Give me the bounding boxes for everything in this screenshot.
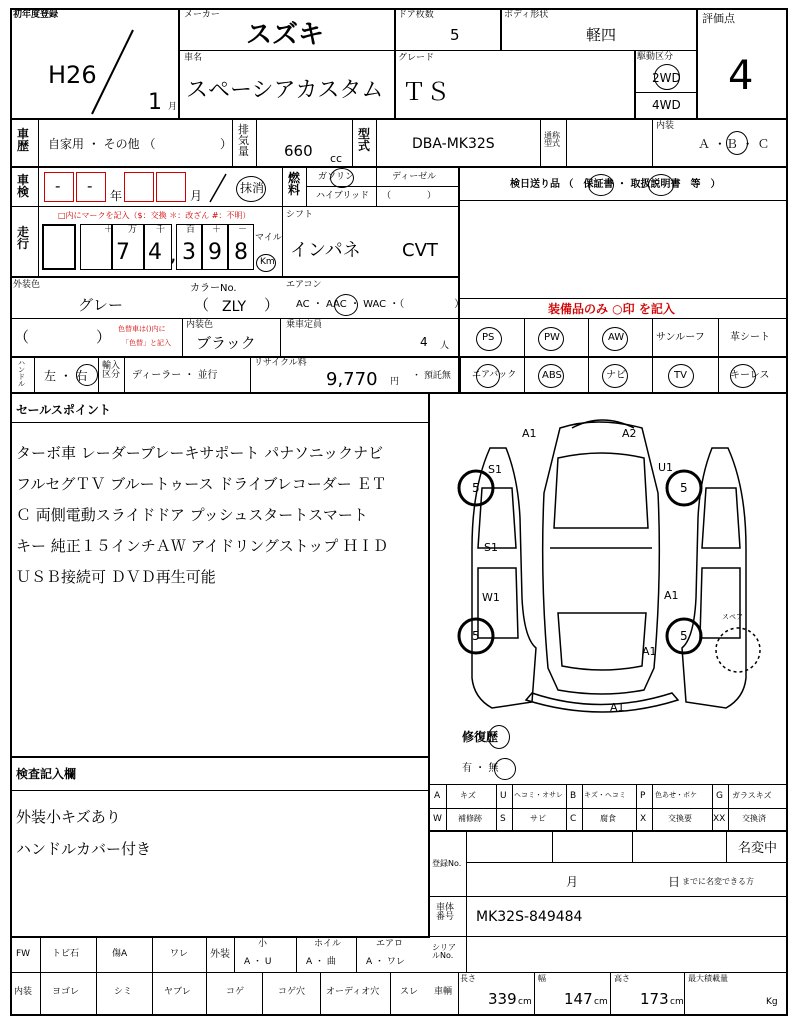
divider <box>262 972 263 1016</box>
divider <box>182 318 183 356</box>
drive-2wd: 2WD <box>652 71 681 85</box>
ac-options: AC ・ AAC ・ WAC ・（ ） <box>296 299 465 310</box>
paren-close: ） <box>96 328 112 346</box>
hybrid: ハイブリッド <box>316 191 370 201</box>
interior-color-value: ブラック <box>196 334 256 352</box>
cm-unit: cm <box>594 997 608 1007</box>
cc-unit: cc <box>330 152 343 165</box>
equip-aw: AW <box>608 332 625 343</box>
diesel: ディーゼル <box>392 172 437 182</box>
divider <box>38 168 39 206</box>
maker-label: メーカー <box>184 10 220 20</box>
bottom-cell: ホイル <box>314 939 342 949</box>
divider <box>610 972 611 1016</box>
divider <box>10 276 458 278</box>
shaken-box <box>124 172 154 202</box>
sales-line: フルセグＴＶ ブルートゥース ドライブレコーダー ＥＴ <box>16 475 387 493</box>
doors-value: 5 <box>450 26 460 44</box>
body-value: 軽四 <box>586 26 617 44</box>
shaken-dash: - <box>87 177 93 195</box>
score-label: 評価点 <box>702 12 735 25</box>
bottom-cell: スレ <box>400 987 419 997</box>
unit-label: ＋ <box>212 225 222 235</box>
divider <box>428 394 430 936</box>
sales-line: ターボ車 レーダーブレーキサポート パナソニックナビ <box>16 444 384 462</box>
divider <box>394 8 396 118</box>
car-name-label: 車名 <box>184 53 203 63</box>
divider <box>466 862 788 863</box>
sales-line: キー 純正１５インチＡＷ アイドリングストップ ＨＩＤ <box>16 537 389 555</box>
equip-keyless: キーレス <box>730 370 770 381</box>
common-label: 通称型式 <box>544 131 560 148</box>
mileage-comma: , <box>170 242 177 266</box>
car-name-value: スペーシアカスタム <box>186 78 384 103</box>
exterior-value: グレー <box>78 296 124 314</box>
divider <box>460 358 461 392</box>
chassis-label: 車体番号 <box>436 903 455 922</box>
divider <box>356 936 357 972</box>
divider <box>40 936 41 1016</box>
divider <box>10 756 428 758</box>
kg-unit: Kg <box>766 997 778 1007</box>
legend-code: S <box>500 814 506 824</box>
damage-mark: U1 <box>658 461 674 474</box>
equip-airbag: エアバック <box>472 370 517 380</box>
month-unit: 月 <box>566 875 579 889</box>
deposit-text: ・ 預託無 <box>412 371 451 381</box>
divider <box>96 936 97 1016</box>
load-label: 最大積載量 <box>688 974 728 983</box>
model-label: 型式 <box>358 127 371 153</box>
divider <box>512 784 513 830</box>
legend-desc: ガラスキズ <box>732 791 772 800</box>
capacity-unit: 人 <box>440 341 450 351</box>
mileage-digit: 7 <box>116 240 130 265</box>
unit-label: 千 <box>156 225 166 235</box>
displacement-value: 660 <box>284 142 313 160</box>
bottom-cell: A ・ 曲 <box>306 957 336 967</box>
damage-mark: S1 <box>488 463 502 476</box>
recycle-label: リサイクル料 <box>254 358 307 368</box>
circle-mark <box>648 174 674 196</box>
divider <box>634 50 636 118</box>
bottom-cell: 外装 <box>210 949 230 960</box>
inspection-line: ハンドルカバー付き <box>16 840 152 858</box>
divider <box>34 358 35 392</box>
divider <box>460 318 788 319</box>
color-no-value: ZLY <box>222 299 247 315</box>
equip-title: 装備品のみ ○印 を記入 <box>548 302 675 316</box>
divider <box>234 936 235 972</box>
mileage-label: 走行 <box>17 225 30 251</box>
sales-line: Ｃ 両側電動スライドドア プッシュスタートスマート <box>16 506 368 524</box>
divider <box>256 120 257 166</box>
gasoline: ガソリン <box>318 172 355 182</box>
tire-value: 5 <box>472 629 480 643</box>
divider <box>390 972 391 1016</box>
equip-ps: PS <box>482 332 495 343</box>
legend-code: B <box>570 791 577 801</box>
bottom-cell: 小 <box>258 939 268 949</box>
circle-mark <box>602 364 628 388</box>
legend-desc: 補修跡 <box>458 814 482 823</box>
handle-label: ハンドル <box>18 359 25 388</box>
maker-value: スズキ <box>246 20 325 50</box>
fuel-label: 燃料 <box>288 171 301 197</box>
divider <box>446 784 447 830</box>
divider <box>632 832 633 862</box>
divider <box>250 358 251 392</box>
divider <box>524 318 525 394</box>
divider <box>652 784 653 830</box>
history-close: ） <box>220 137 233 151</box>
equip-navi: ナビ <box>606 370 626 381</box>
divider <box>466 832 467 896</box>
damage-mark: A1 <box>642 645 657 658</box>
unit-label: ＋ <box>104 225 114 235</box>
equip-leather: 革シート <box>730 332 770 343</box>
divider <box>652 318 653 394</box>
circle-mark <box>330 168 354 188</box>
divider <box>376 120 377 166</box>
tire-value: 5 <box>472 481 480 495</box>
docs-text: 検日送り品 （ 保証書 ・ 取扱説明書 等 ） <box>510 179 721 190</box>
chassis-value: MK32S-849484 <box>476 909 583 925</box>
divider <box>458 972 459 1016</box>
length-value: 339 <box>488 990 517 1008</box>
slash-mark <box>88 28 138 118</box>
displacement-label: 排気量 <box>238 123 249 158</box>
size-label: 車輌 <box>434 987 453 997</box>
circle-mark <box>602 327 628 351</box>
circle-mark <box>76 364 98 386</box>
body-label: ボディ形状 <box>504 10 549 20</box>
bottom-cell: ワレ <box>170 949 189 959</box>
legend-desc: 色あせ・ボケ <box>655 791 697 799</box>
divider <box>180 50 696 51</box>
exterior-label: 外装色 <box>13 280 41 290</box>
divider <box>726 832 727 862</box>
year-unit: 年 <box>110 189 123 203</box>
legend-desc: ヘコミ・オサレ <box>514 791 563 799</box>
cm-unit: cm <box>518 997 532 1007</box>
repair-value: 有 ・ 無 <box>462 763 499 774</box>
legend-code: X <box>640 814 647 824</box>
shaken-none: 抹消 <box>240 181 265 195</box>
divider <box>534 972 535 1016</box>
month-unit: 月 <box>190 189 203 203</box>
interior-grades: Ａ ・Ｂ ・ Ｃ <box>698 137 770 151</box>
equip-tv: TV <box>674 370 687 381</box>
divider <box>430 784 788 785</box>
legend-code: U <box>500 791 507 801</box>
divider <box>430 896 788 897</box>
circle-mark <box>726 131 748 155</box>
damage-mark: S1 <box>484 541 498 554</box>
divider <box>206 936 207 1016</box>
legend-code: G <box>716 791 723 801</box>
cm-unit: cm <box>670 997 684 1007</box>
damage-mark: A1 <box>522 427 537 440</box>
circle-mark <box>538 364 564 388</box>
divider <box>296 936 297 972</box>
shift-label: シフト <box>286 210 314 220</box>
divider <box>566 120 567 166</box>
legend-code: XX <box>713 814 726 824</box>
bottom-cell: ヤブレ <box>164 987 191 997</box>
divider <box>684 972 685 1016</box>
paren-open: （ <box>14 328 30 346</box>
sales-title: セールスポイント <box>16 403 111 417</box>
mile-label: マイル <box>255 233 282 243</box>
length-label: 長さ <box>460 974 476 983</box>
shaken-box <box>156 172 186 202</box>
divider <box>582 784 583 830</box>
divider <box>430 830 788 832</box>
width-value: 147 <box>564 990 593 1008</box>
circle-mark <box>730 364 756 388</box>
equip-abs: ABS <box>542 370 562 381</box>
legend-desc: 腐食 <box>600 814 616 823</box>
divider <box>10 206 458 207</box>
repair-label: 修復歴 <box>462 730 499 744</box>
yen-unit: 円 <box>390 377 400 387</box>
divider <box>10 790 428 791</box>
divider <box>500 8 502 50</box>
unit-label: － <box>238 225 248 235</box>
bottom-cell: ヨゴレ <box>52 987 80 997</box>
paren-close: ） <box>264 296 280 314</box>
bottom-cell: A ・ ワレ <box>366 957 405 967</box>
mileage-digit: 9 <box>208 240 222 265</box>
legend-desc: キズ・ヘコミ <box>584 791 626 799</box>
unit-label: 百 <box>186 225 196 235</box>
legend-code: C <box>570 814 577 824</box>
paren-open: （ <box>194 296 210 314</box>
ac-label: エアコン <box>286 280 322 290</box>
equip-pw: PW <box>544 332 560 343</box>
bottom-cell: エアロ <box>376 939 404 949</box>
score-value: 4 <box>728 53 754 99</box>
mileage-digit: 3 <box>182 240 196 265</box>
divider <box>376 168 377 206</box>
tire-value: 5 <box>680 629 688 643</box>
divider <box>460 298 788 299</box>
history-value: 自家用 ・ その他 （ <box>48 137 156 151</box>
circle-mark <box>334 294 358 316</box>
bottom-cell: コゲ <box>226 987 245 997</box>
divider <box>552 832 553 862</box>
damage-mark: W1 <box>482 591 500 604</box>
bottom-cell: 傷A <box>112 949 128 959</box>
divider <box>38 120 39 166</box>
circle-mark <box>476 327 502 351</box>
divider <box>306 168 307 206</box>
damage-mark: A1 <box>664 589 679 602</box>
divider <box>282 168 283 276</box>
inspection-title: 検査記入欄 <box>16 767 77 781</box>
bottom-cell: FW <box>16 949 31 959</box>
capacity-value: 4 <box>420 335 428 349</box>
day-unit: 日 <box>668 875 681 889</box>
grade-label: グレード <box>398 53 435 63</box>
mileage-box <box>42 224 76 270</box>
legend-desc: キズ <box>460 791 476 800</box>
color-no-label: カラーNo. <box>190 283 237 294</box>
divider <box>10 166 788 168</box>
divider <box>430 808 788 809</box>
divider <box>38 206 39 276</box>
divider <box>10 392 788 394</box>
slash-mark <box>206 172 230 204</box>
circle-mark <box>236 176 266 202</box>
divider <box>280 318 281 356</box>
interior-color-label: 内装色 <box>186 320 214 330</box>
bottom-cell: トビ石 <box>52 949 80 959</box>
divider <box>352 120 353 166</box>
handle-value: 左 ・ 右 <box>44 369 88 383</box>
divider <box>636 784 637 830</box>
bottom-cell: コゲ穴 <box>278 987 306 997</box>
height-label: 高さ <box>614 974 630 983</box>
bottom-cell: A ・ U <box>244 957 272 967</box>
circle-mark <box>488 725 510 749</box>
mileage-digit: 8 <box>234 240 248 265</box>
divider <box>466 936 467 972</box>
divider <box>588 318 589 394</box>
divider <box>320 972 321 1016</box>
inspection-line: 外装小キズあり <box>16 808 121 826</box>
history-label: 車歴 <box>17 127 30 153</box>
color-change-note: 色替車は()内に <box>118 325 166 333</box>
first-reg-month: 1 <box>148 90 162 115</box>
hybrid-paren: （ ） <box>382 191 437 201</box>
shaken-label: 車検 <box>17 173 30 199</box>
equip-sunroof: サンルーフ <box>656 332 705 343</box>
divider <box>728 784 729 830</box>
divider <box>306 186 458 187</box>
serial-label: シリアルNo. <box>432 943 456 960</box>
first-reg-year: H26 <box>48 61 97 89</box>
divider <box>98 358 99 392</box>
divider <box>696 8 698 118</box>
circle-mark <box>256 254 276 272</box>
import-label: 輸入区分 <box>102 361 121 380</box>
divider <box>10 356 788 358</box>
circle-mark <box>476 364 500 388</box>
damage-mark: A1 <box>610 701 625 714</box>
shift-type: CVT <box>402 240 438 261</box>
width-label: 幅 <box>538 974 546 983</box>
bottom-cell: 内装 <box>14 987 33 997</box>
mileage-note: □内にマークを記入（$：交換 ＊：改ざん #：不明） <box>58 211 251 220</box>
divider <box>566 784 567 830</box>
circle-mark <box>588 174 614 196</box>
mileage-digit: 4 <box>148 240 162 265</box>
legend-code: W <box>433 814 442 824</box>
tire-value: 5 <box>680 481 688 495</box>
bottom-cell: オーディオ穴 <box>326 987 380 997</box>
circle-mark <box>494 758 516 780</box>
divider <box>652 120 653 166</box>
color-change-note: 「色替」と記入 <box>122 339 171 347</box>
name-change: 名変中 <box>738 841 778 856</box>
spare-label: スペア <box>722 613 743 621</box>
divider <box>496 784 497 830</box>
shaken-dash: - <box>55 177 61 195</box>
shift-pos: インパネ <box>290 240 361 261</box>
drive-label: 駆動区分 <box>637 52 674 62</box>
sales-line: ＵＳＢ接続可 ＤＶＤ再生可能 <box>16 568 216 586</box>
legend-desc: 交換要 <box>668 814 692 823</box>
reg-no-label: 登録No. <box>432 859 462 868</box>
divider <box>10 936 430 938</box>
drive-4wd: 4WD <box>652 98 681 112</box>
bottom-cell: シミ <box>114 987 133 997</box>
unit-label: 万 <box>128 225 138 235</box>
divider <box>466 896 467 936</box>
divider <box>540 120 541 166</box>
legend-desc: 交換済 <box>742 814 766 823</box>
circle-mark <box>538 327 564 351</box>
divider <box>430 936 788 937</box>
divider <box>460 200 788 201</box>
import-value: ディーラー ・ 並行 <box>132 370 218 381</box>
circle-mark <box>654 64 680 90</box>
recycle-value: 9,770 <box>326 369 378 390</box>
legend-code: A <box>434 791 441 801</box>
legend-code: P <box>640 791 646 801</box>
until-text: までに名変できる方 <box>682 877 754 886</box>
capacity-label: 乗車定員 <box>286 320 323 330</box>
damage-mark: A2 <box>622 427 637 440</box>
grade-value: ＴＳ <box>402 78 450 106</box>
divider <box>10 972 788 973</box>
height-value: 173 <box>640 990 669 1008</box>
divider <box>10 118 788 120</box>
divider <box>10 318 458 319</box>
km-label: Km <box>260 257 275 267</box>
doors-label: ドア枚数 <box>398 10 434 20</box>
model-value: DBA-MK32S <box>412 136 495 152</box>
first-reg-label: 初年度登録 <box>13 10 59 20</box>
circle-mark <box>668 364 694 388</box>
interior-label: 内装 <box>656 121 675 131</box>
divider <box>178 8 180 118</box>
car-diagram <box>432 398 786 782</box>
divider <box>232 120 233 166</box>
divider <box>718 318 719 394</box>
divider <box>124 358 125 392</box>
divider <box>152 936 153 1016</box>
month-unit: 月 <box>168 102 178 112</box>
divider <box>634 92 696 93</box>
divider <box>10 422 428 423</box>
legend-desc: サビ <box>530 814 546 823</box>
